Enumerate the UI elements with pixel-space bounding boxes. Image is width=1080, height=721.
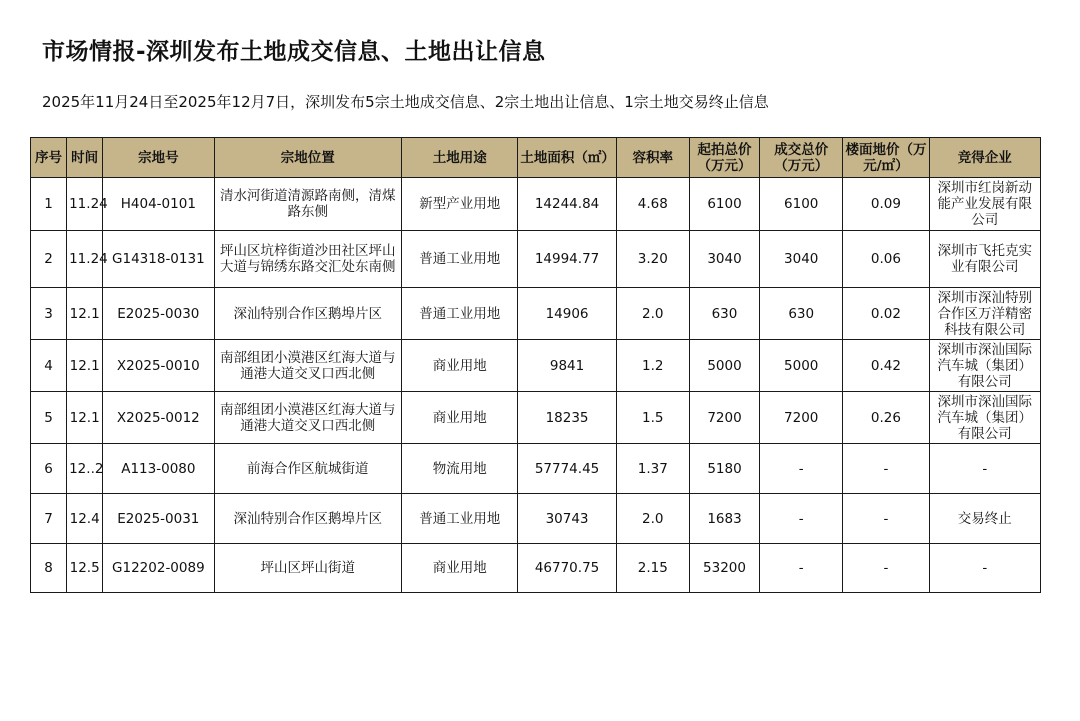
cell-deal-price: - <box>760 494 843 544</box>
cell-plot-ratio: 1.5 <box>616 392 689 444</box>
cell-plot-ratio: 2.0 <box>616 288 689 340</box>
table-row <box>31 231 1041 288</box>
header-land-use: 土地用途 <box>402 138 518 178</box>
cell-winning-company: 深圳市深汕国际汽车城（集团）有限公司 <box>929 340 1040 392</box>
cell-index: 3 <box>31 288 67 340</box>
cell-location: 坪山区坪山街道 <box>214 544 402 593</box>
cell-winning-company: 交易终止 <box>929 494 1040 544</box>
cell-floor-price: 0.02 <box>843 288 929 340</box>
cell-floor-price: 0.26 <box>843 392 929 444</box>
cell-plot-ratio: 1.2 <box>616 340 689 392</box>
cell-starting-price: 630 <box>689 288 759 340</box>
cell-date: 12.1 <box>67 288 103 340</box>
cell-deal-price: 6100 <box>760 178 843 231</box>
cell-parcel-id: G14318-0131 <box>103 231 214 288</box>
cell-land-use: 普通工业用地 <box>402 494 518 544</box>
cell-location: 深汕特别合作区鹅埠片区 <box>214 288 402 340</box>
cell-area: 14994.77 <box>518 231 616 288</box>
cell-location: 清水河街道清源路南侧，清煤路东侧 <box>214 178 402 231</box>
header-date: 时间 <box>67 138 103 178</box>
header-location: 宗地位置 <box>214 138 402 178</box>
cell-winning-company: 深圳市红岗新动能产业发展有限公司 <box>929 178 1040 231</box>
cell-land-use: 物流用地 <box>402 444 518 494</box>
cell-location: 深汕特别合作区鹅埠片区 <box>214 494 402 544</box>
cell-land-use: 普通工业用地 <box>402 231 518 288</box>
header-deal-price: 成交总价（万元） <box>760 138 843 178</box>
cell-date: 11.24 <box>67 231 103 288</box>
cell-area: 46770.75 <box>518 544 616 593</box>
cell-deal-price: - <box>760 544 843 593</box>
header-parcel-id: 宗地号 <box>103 138 214 178</box>
header-area: 土地面积（㎡） <box>518 138 616 178</box>
cell-area: 30743 <box>518 494 616 544</box>
cell-index: 1 <box>31 178 67 231</box>
cell-starting-price: 7200 <box>689 392 759 444</box>
cell-index: 2 <box>31 231 67 288</box>
header-index: 序号 <box>31 138 67 178</box>
cell-floor-price: 0.42 <box>843 340 929 392</box>
cell-parcel-id: X2025-0010 <box>103 340 214 392</box>
cell-starting-price: 53200 <box>689 544 759 593</box>
cell-deal-price: 7200 <box>760 392 843 444</box>
cell-date: 12.5 <box>67 544 103 593</box>
cell-winning-company: - <box>929 444 1040 494</box>
table-row <box>31 444 1041 494</box>
cell-land-use: 商业用地 <box>402 340 518 392</box>
header-starting-price: 起拍总价（万元） <box>689 138 759 178</box>
table-row <box>31 288 1041 340</box>
header-plot-ratio: 容积率 <box>616 138 689 178</box>
cell-floor-price: - <box>843 444 929 494</box>
cell-winning-company: 深圳市深汕国际汽车城（集团）有限公司 <box>929 392 1040 444</box>
cell-floor-price: - <box>843 494 929 544</box>
cell-land-use: 商业用地 <box>402 392 518 444</box>
cell-index: 8 <box>31 544 67 593</box>
cell-location: 南部组团小漠港区红海大道与通港大道交叉口西北侧 <box>214 392 402 444</box>
cell-starting-price: 6100 <box>689 178 759 231</box>
cell-area: 18235 <box>518 392 616 444</box>
land-transaction-table <box>30 137 1041 593</box>
cell-starting-price: 5180 <box>689 444 759 494</box>
table-row <box>31 392 1041 444</box>
cell-starting-price: 5000 <box>689 340 759 392</box>
cell-winning-company: 深圳市深汕特别合作区万洋精密科技有限公司 <box>929 288 1040 340</box>
cell-land-use: 商业用地 <box>402 544 518 593</box>
cell-date: 12.1 <box>67 340 103 392</box>
cell-parcel-id: G12202-0089 <box>103 544 214 593</box>
table-row <box>31 494 1041 544</box>
cell-parcel-id: E2025-0031 <box>103 494 214 544</box>
cell-index: 4 <box>31 340 67 392</box>
cell-plot-ratio: 1.37 <box>616 444 689 494</box>
header-winning-company: 竞得企业 <box>929 138 1040 178</box>
page-title: 市场情报-深圳发布土地成交信息、土地出让信息 <box>42 39 546 65</box>
cell-date: 11.24 <box>67 178 103 231</box>
table-row <box>31 544 1041 593</box>
cell-parcel-id: E2025-0030 <box>103 288 214 340</box>
cell-plot-ratio: 2.15 <box>616 544 689 593</box>
table-header-row <box>31 138 1041 178</box>
cell-deal-price: 5000 <box>760 340 843 392</box>
cell-index: 7 <box>31 494 67 544</box>
cell-starting-price: 1683 <box>689 494 759 544</box>
cell-land-use: 普通工业用地 <box>402 288 518 340</box>
cell-deal-price: - <box>760 444 843 494</box>
cell-starting-price: 3040 <box>689 231 759 288</box>
cell-area: 57774.45 <box>518 444 616 494</box>
cell-parcel-id: X2025-0012 <box>103 392 214 444</box>
cell-area: 9841 <box>518 340 616 392</box>
page-subtitle: 2025年11月24日至2025年12月7日，深圳发布5宗土地成交信息、2宗土地出让信息、1宗土地交易终止信息 <box>42 93 769 111</box>
cell-index: 5 <box>31 392 67 444</box>
cell-location: 前海合作区航城街道 <box>214 444 402 494</box>
cell-location: 南部组团小漠港区红海大道与通港大道交叉口西北侧 <box>214 340 402 392</box>
cell-land-use: 新型产业用地 <box>402 178 518 231</box>
cell-floor-price: 0.09 <box>843 178 929 231</box>
table-row <box>31 340 1041 392</box>
cell-winning-company: - <box>929 544 1040 593</box>
cell-date: 12.4 <box>67 494 103 544</box>
cell-area: 14906 <box>518 288 616 340</box>
cell-index: 6 <box>31 444 67 494</box>
cell-floor-price: - <box>843 544 929 593</box>
cell-deal-price: 3040 <box>760 231 843 288</box>
cell-floor-price: 0.06 <box>843 231 929 288</box>
cell-parcel-id: H404-0101 <box>103 178 214 231</box>
cell-plot-ratio: 2.0 <box>616 494 689 544</box>
cell-area: 14244.84 <box>518 178 616 231</box>
table-row <box>31 178 1041 231</box>
cell-date: 12..2 <box>67 444 103 494</box>
cell-winning-company: 深圳市飞托克实业有限公司 <box>929 231 1040 288</box>
cell-location: 坪山区坑梓街道沙田社区坪山 大道与锦绣东路交汇处东南侧 <box>214 231 402 288</box>
cell-plot-ratio: 3.20 <box>616 231 689 288</box>
cell-deal-price: 630 <box>760 288 843 340</box>
cell-parcel-id: A113-0080 <box>103 444 214 494</box>
header-floor-price: 楼面地价（万元/㎡） <box>843 138 929 178</box>
cell-plot-ratio: 4.68 <box>616 178 689 231</box>
cell-date: 12.1 <box>67 392 103 444</box>
